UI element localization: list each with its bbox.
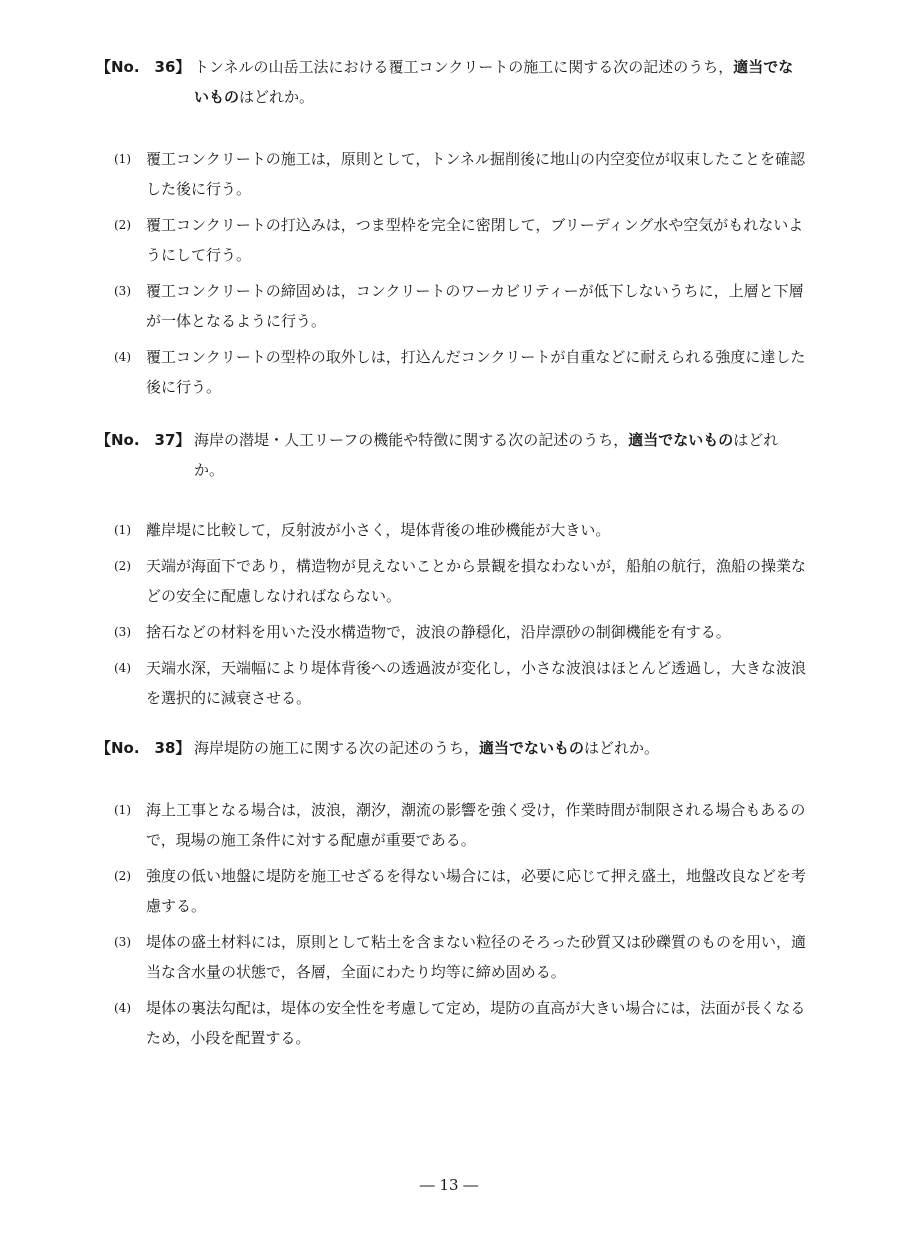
option-text: 強度の低い地盤に堤防を施工せざるを得ない場合には，必要に応じて押え盛土，地盤改良などを考慮する。 (146, 867, 807, 915)
option-number: (2) (114, 218, 131, 232)
option-number: (1) (114, 523, 131, 537)
question-stem (194, 425, 806, 485)
option-number: (2) (114, 559, 131, 573)
stem-emphasis: 適当でないもの (194, 58, 794, 106)
option-text: 覆工コンクリートの型枠の取外しは，打込んだコンクリートが自重などに耐えられる強度に達した後に行う。 (146, 348, 806, 396)
question-header (0, 425, 898, 493)
option-number: (4) (114, 350, 131, 364)
question-number: 【No. 38】 (96, 739, 191, 757)
option-number: (4) (114, 1001, 131, 1015)
option-text: 堤体の裏法勾配は，堤体の安全性を考慮して定め，堤防の直高が大きい場合には，法面が長くなるため，小段を配置する。 (146, 999, 806, 1047)
stem-text-end: はどれか。 (584, 739, 660, 757)
option-list (0, 795, 898, 1059)
stem-text-end: はどれか。 (239, 88, 315, 106)
option-text: 離岸堤に比較して，反射波が小さく，堤体背後の堆砂機能が大きい。 (146, 521, 611, 539)
question-37 (0, 425, 898, 707)
option-item (0, 515, 898, 545)
option-text: 覆工コンクリートの締固めは，コンクリートのワーカビリティーが低下しないうちに，上層と下層が一体となるように行う。 (146, 282, 804, 330)
question-36 (0, 52, 898, 396)
option-number: (2) (114, 869, 131, 883)
option-item (0, 927, 898, 987)
option-item (0, 617, 898, 647)
option-item (0, 861, 898, 921)
stem-emphasis: 適当でないもの (479, 739, 585, 757)
question-number: 【No. 37】 (96, 431, 191, 449)
option-text: 覆工コンクリートの打込みは，つま型枠を完全に密閉して，ブリーディング水や空気がもれないようにして行う。 (146, 216, 804, 264)
option-number: (1) (114, 803, 131, 817)
option-item (0, 795, 898, 855)
page-number: ― 13 ― (419, 1176, 479, 1194)
question-38 (0, 733, 898, 1047)
option-item (0, 276, 898, 336)
option-list (0, 515, 898, 719)
question-header (0, 733, 898, 801)
question-number: 【No. 36】 (96, 58, 191, 76)
question-stem (194, 52, 806, 112)
option-text: 天端が海面下であり，構造物が見えないことから景観を損なわないが，船舶の航行，漁船の操業などの安全に配慮しなければならない。 (146, 557, 807, 605)
option-item (0, 993, 898, 1053)
question-header (0, 52, 898, 120)
option-text: 海上工事となる場合は，波浪，潮汐，潮流の影響を強く受け，作業時間が制限される場合もあるので，現場の施工条件に対する配慮が重要である。 (146, 801, 806, 849)
option-text: 覆工コンクリートの施工は，原則として，トンネル掘削後に地山の内空変位が収束したことを確認した後に行う。 (146, 150, 805, 198)
option-item (0, 551, 898, 611)
option-list (0, 144, 898, 408)
option-text: 堤体の盛土材料には，原則として粘土を含まない粒径のそろった砂質又は砂礫質のものを用い，適当な含水量の状態で，各層，全面にわたり均等に締め固める。 (146, 933, 807, 981)
option-number: (1) (114, 152, 131, 166)
option-text: 天端水深，天端幅により堤体背後への透過波が変化し，小さな波浪はほとんど透過し，大きな波浪を選択的に減衰させる。 (146, 659, 807, 707)
option-item (0, 342, 898, 402)
stem-text: 海岸堤防の施工に関する次の記述のうち， (194, 739, 480, 757)
option-item (0, 144, 898, 204)
option-item (0, 653, 898, 713)
stem-emphasis: 適当でないもの (628, 431, 734, 449)
option-text: 捨石などの材料を用いた没水構造物で，波浪の静穏化，沿岸漂砂の制御機能を有する。 (146, 623, 731, 641)
option-item (0, 210, 898, 270)
stem-text: トンネルの山岳工法における覆工コンクリートの施工に関する次の記述のうち， (194, 58, 734, 76)
stem-text-end: はどれか。 (194, 431, 779, 479)
option-number: (3) (114, 935, 131, 949)
option-number: (4) (114, 661, 131, 675)
question-stem (194, 733, 806, 763)
option-number: (3) (114, 284, 131, 298)
option-number: (3) (114, 625, 131, 639)
stem-text: 海岸の潜堤・人工リーフの機能や特徴に関する次の記述のうち， (194, 431, 629, 449)
